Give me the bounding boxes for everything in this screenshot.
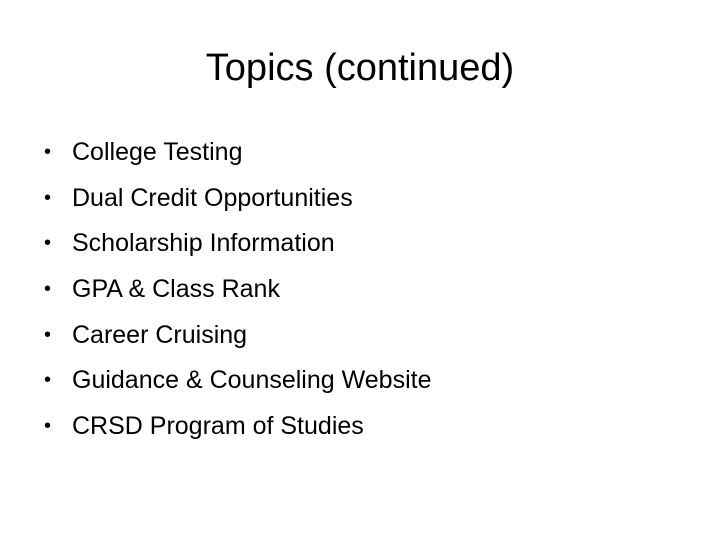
bullet-icon: •: [44, 323, 52, 346]
list-item: [44, 313, 431, 359]
list-item: [44, 176, 431, 222]
list-item: [44, 221, 431, 267]
list-item-text: College Testing: [72, 138, 243, 166]
list-item-text: CRSD Program of Studies: [72, 412, 364, 441]
list-item: [44, 130, 431, 176]
list-item-text: Scholarship Information: [72, 229, 335, 258]
list-item-text: GPA & Class Rank: [72, 275, 280, 304]
bullet-icon: •: [44, 278, 52, 301]
list-item-text: Dual Credit Opportunities: [72, 183, 353, 212]
list-item: [44, 358, 431, 404]
list-item-text: Career Cruising: [72, 320, 248, 349]
bullet-icon: •: [44, 232, 52, 255]
bullet-icon: •: [44, 369, 52, 392]
bullet-icon: •: [44, 415, 52, 438]
slide-title: Topics (continued): [205, 47, 515, 89]
bullet-list: [44, 130, 431, 450]
bullet-icon: •: [44, 141, 52, 163]
bullet-icon: •: [44, 186, 52, 209]
list-item: [44, 267, 431, 313]
list-item-text: Guidance & Counseling Website: [72, 366, 432, 395]
list-item: [44, 404, 431, 450]
